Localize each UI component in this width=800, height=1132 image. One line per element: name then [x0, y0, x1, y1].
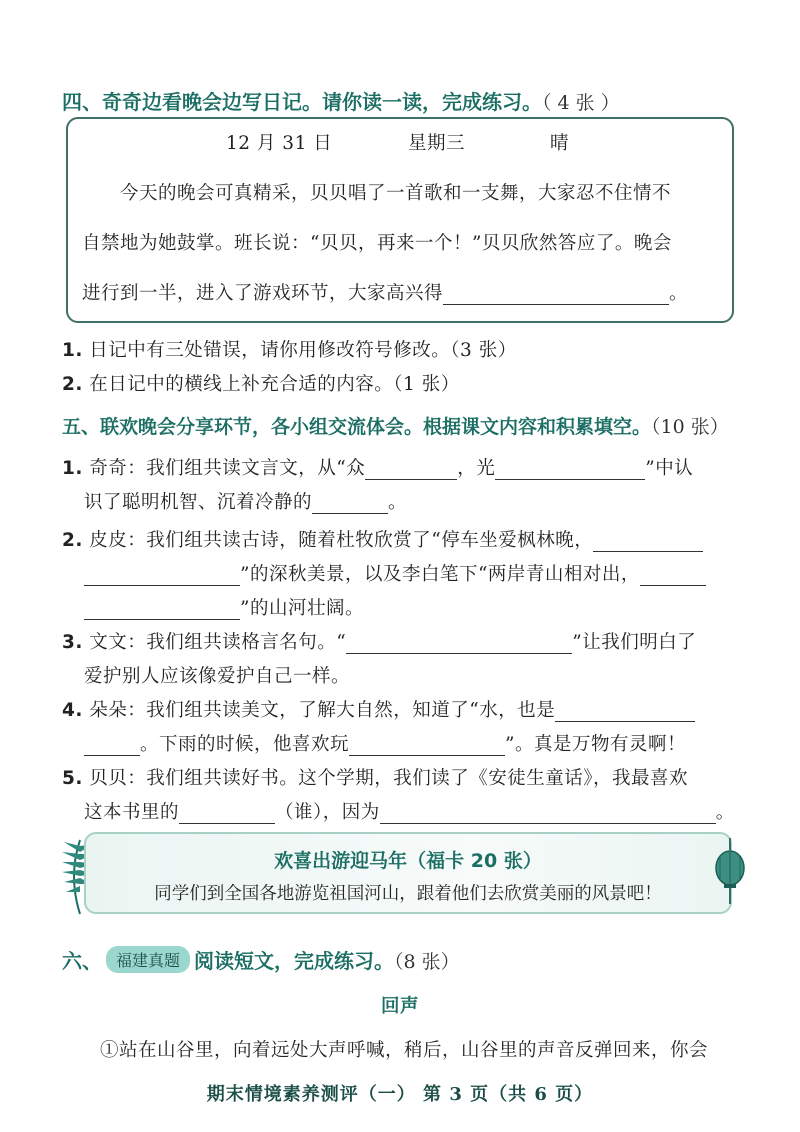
- answer-blank[interactable]: [380, 803, 716, 824]
- question-5-1-line-1: 1. 奇奇：我们组共读文言文，从“众 ，光 ”中认: [62, 458, 694, 479]
- fortune-card-banner: [84, 832, 732, 914]
- question-5-2-line-2: ”的深秋美景，以及李白笔下“两岸青山相对出，: [84, 560, 706, 586]
- diary-line-2: 自禁地为她鼓掌。班长说：“贝贝，再来一个！”贝贝欣然答应了。晚会: [82, 233, 672, 254]
- diary-line-1: 今天的晚会可真精采，贝贝唱了一首歌和一支舞，大家忍不住情不: [120, 183, 672, 204]
- question-5-5-line-2: 这本书里的 （谁），因为 。: [84, 802, 735, 823]
- question-5-3-line-1: 3. 文文：我们组共读格言名句。“ ”让我们明白了: [62, 632, 697, 653]
- answer-blank[interactable]: [349, 735, 505, 756]
- page-footer: 期末情境素养测评（一） 第 3 页（共 6 页）: [206, 1084, 594, 1105]
- diary-date: 12 月 31 日: [226, 133, 333, 154]
- question-5-4-line-2: 。下雨的时候，他喜欢玩 ”。真是万物有灵啊！: [84, 730, 686, 756]
- answer-blank[interactable]: [365, 459, 457, 480]
- question-5-5-line-1: 5. 贝贝：我们组共读好书。这个学期，我们读了《安徒生童话》，我最喜欢: [62, 768, 689, 789]
- diary-box: [66, 117, 734, 323]
- question-4-1: 1. 日记中有三处错误，请你用修改符号修改。（3 张）: [62, 340, 517, 361]
- section-6-title: 六、 福建真题 阅读短文，完成练习。（8 张）: [62, 945, 460, 975]
- answer-blank[interactable]: [555, 701, 695, 722]
- question-5-2-line-3: ”的山河壮阔。: [84, 594, 364, 620]
- section-4-title: 四、奇奇边看晚会边写日记。请你读一读，完成练习。（ 4 张 ）: [62, 90, 620, 114]
- passage-paragraph-1: ①站在山谷里，向着远处大声呼喊，稍后，山谷里的声音反弹回来，你会: [100, 1040, 709, 1061]
- diary-weather: 晴: [550, 133, 570, 154]
- answer-blank[interactable]: [495, 459, 645, 480]
- question-5-3-line-2: 爱护别人应该像爱护自己一样。: [84, 666, 351, 687]
- diary-line-3: 进行到一半，进入了游戏环节，大家高兴得 。: [82, 283, 689, 304]
- question-4-2: 2. 在日记中的横线上补充合适的内容。（1 张）: [62, 374, 460, 395]
- section-5-title: 五、联欢晚会分享环节，各小组交流体会。根据课文内容和积累填空。（10 张）: [62, 416, 729, 438]
- answer-blank[interactable]: [346, 633, 572, 654]
- banner-subtitle: 同学们到全国各地游览祖国河山，跟着他们去欣赏美丽的风景吧！: [154, 884, 662, 904]
- answer-blank[interactable]: [443, 284, 669, 305]
- lantern-icon: [712, 838, 748, 908]
- answer-blank[interactable]: [312, 493, 388, 514]
- passage-title: 回声: [380, 996, 419, 1017]
- source-tag: 福建真题: [106, 946, 190, 973]
- answer-blank[interactable]: [84, 599, 240, 620]
- answer-blank[interactable]: [593, 531, 703, 552]
- diary-weekday: 星期三: [408, 133, 466, 154]
- answer-blank[interactable]: [84, 565, 240, 586]
- question-5-4-line-1: 4. 朵朵：我们组共读美文，了解大自然，知道了“水，也是: [62, 696, 695, 722]
- answer-blank[interactable]: [640, 565, 706, 586]
- banner-title: 欢喜出游迎马年（福卡 20 张）: [274, 850, 542, 872]
- question-5-2-line-1: 2. 皮皮：我们组共读古诗，随着杜牧欣赏了“停车坐爱枫林晚，: [62, 526, 703, 552]
- answer-blank[interactable]: [179, 803, 275, 824]
- question-5-1-line-2: 识了聪明机智、沉着冷静的 。: [84, 492, 408, 513]
- answer-blank[interactable]: [84, 735, 140, 756]
